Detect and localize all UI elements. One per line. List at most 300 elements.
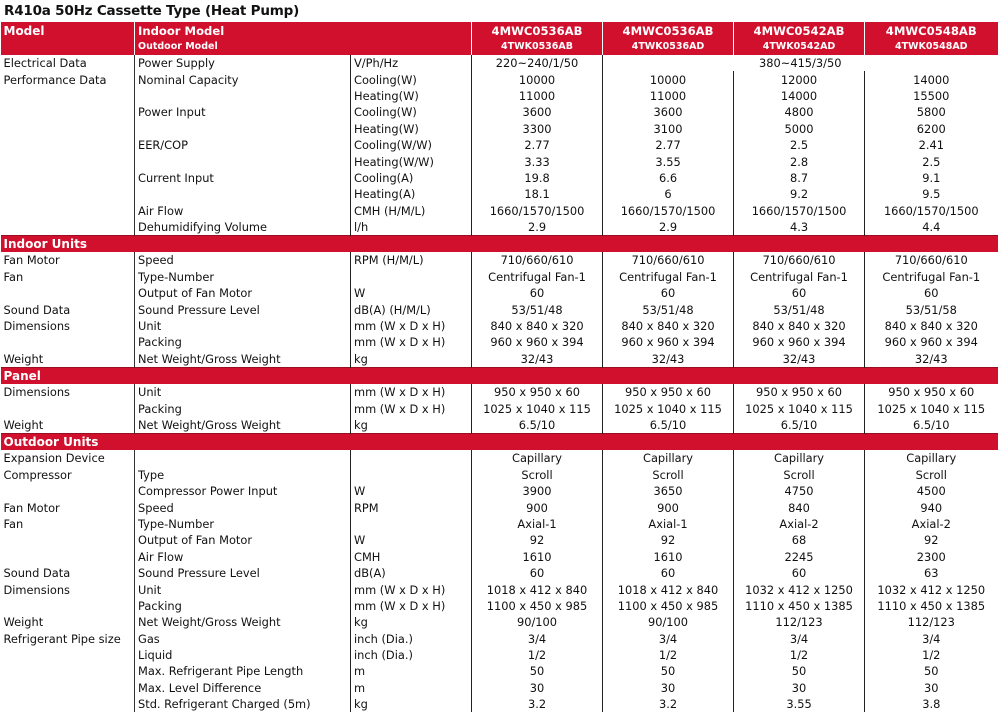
row-value: 4.3	[734, 219, 865, 236]
row-value: 3.2	[603, 696, 734, 712]
row-value: 30	[472, 680, 603, 696]
row-value: 5000	[734, 121, 865, 137]
row-value: 3600	[603, 104, 734, 120]
row-value: 1660/1570/1500	[472, 203, 603, 219]
row-value: 92	[865, 532, 998, 548]
outdoor-model-4: 4TWK0548AD	[865, 39, 998, 55]
outdoor-model-1: 4TWK0536AB	[472, 39, 603, 55]
row-unit: W	[351, 532, 472, 548]
row-value: 950 x 950 x 60	[472, 384, 603, 400]
row-value: 2.5	[734, 137, 865, 153]
row-value: 6	[603, 186, 734, 202]
row-value: 960 x 960 x 394	[472, 334, 603, 350]
row-unit: W	[351, 285, 472, 301]
table-row	[1, 384, 998, 400]
row-value: 960 x 960 x 394	[734, 334, 865, 350]
table-row	[1, 532, 998, 548]
row-value: 53/51/48	[734, 301, 865, 317]
row-value: 1025 x 1040 x 115	[734, 400, 865, 416]
row-item	[135, 153, 351, 169]
row-value: 3/4	[472, 631, 603, 647]
row-value: 220~240/1/50	[472, 55, 603, 71]
row-category	[1, 696, 135, 712]
row-value: 4.4	[865, 219, 998, 236]
row-category: Sound Data	[3, 302, 71, 317]
section-title: Indoor Units	[1, 236, 998, 253]
row-value: 14000	[865, 71, 998, 87]
row-unit: inch (Dia.)	[351, 647, 472, 663]
row-unit: mm (W x D x H)	[351, 384, 472, 400]
row-value: Capillary	[865, 450, 998, 466]
row-value: Centrifugal Fan-1	[603, 269, 734, 285]
row-value: 32/43	[734, 351, 865, 368]
table-row	[1, 663, 998, 679]
row-value: 18.1	[472, 186, 603, 202]
row-item: Unit	[135, 318, 351, 334]
row-value: 710/660/610	[734, 252, 865, 268]
table-row	[1, 153, 998, 169]
row-item: Max. Level Difference	[135, 680, 351, 696]
row-item: Gas	[135, 631, 351, 647]
row-item: Type-Number	[135, 269, 351, 285]
row-unit: inch (Dia.)	[351, 631, 472, 647]
indoor-model-2: 4MWC0536AB	[603, 22, 734, 39]
row-category: Expansion Device	[3, 451, 105, 466]
row-value: 3.2	[472, 696, 603, 712]
table-row	[1, 252, 998, 268]
row-value: 1032 x 412 x 1250	[734, 581, 865, 597]
row-value: Centrifugal Fan-1	[865, 269, 998, 285]
table-row	[1, 88, 998, 104]
row-value: 960 x 960 x 394	[603, 334, 734, 350]
row-value: 1025 x 1040 x 115	[472, 400, 603, 416]
row-value: 2245	[734, 549, 865, 565]
indoor-model-3: 4MWC0542AB	[734, 22, 865, 39]
row-unit	[351, 467, 472, 483]
table-row	[1, 598, 998, 614]
table-row	[1, 680, 998, 696]
row-value: 1610	[603, 549, 734, 565]
row-item: Output of Fan Motor	[135, 532, 351, 548]
row-value: 3.33	[472, 153, 603, 169]
section-header-panel	[1, 368, 998, 385]
row-category	[1, 663, 135, 679]
row-item: Output of Fan Motor	[135, 285, 351, 301]
row-value: 112/123	[865, 614, 998, 630]
outdoor-model-label: Outdoor Model	[135, 39, 472, 55]
row-category: Weight	[3, 418, 44, 432]
row-value: 90/100	[603, 614, 734, 630]
row-value: 11000	[472, 88, 603, 104]
table-row	[1, 631, 998, 647]
row-item: Sound Pressure Level	[135, 565, 351, 581]
row-value: 50	[734, 663, 865, 679]
table-row	[1, 581, 998, 597]
row-value: Centrifugal Fan-1	[472, 269, 603, 285]
row-unit: dB(A)	[351, 565, 472, 581]
row-item: Power Supply	[135, 55, 351, 71]
row-value: 30	[865, 680, 998, 696]
row-item: Type	[135, 467, 351, 483]
table-row	[1, 203, 998, 219]
row-value: 1660/1570/1500	[734, 203, 865, 219]
row-value: 60	[472, 565, 603, 581]
row-value: 1/2	[603, 647, 734, 663]
row-value: Scroll	[734, 467, 865, 483]
table-row	[1, 219, 998, 236]
row-value: 2.5	[865, 153, 998, 169]
row-unit: kg	[351, 614, 472, 630]
row-item	[135, 88, 351, 104]
row-value: 2.8	[734, 153, 865, 169]
row-unit: kg	[351, 696, 472, 712]
row-value: 60	[865, 285, 998, 301]
row-value: 1100 x 450 x 985	[472, 598, 603, 614]
row-unit: Heating(W)	[351, 88, 472, 104]
row-value: 2.77	[472, 137, 603, 153]
table-row	[1, 516, 998, 532]
row-category: Fan Motor	[3, 253, 60, 268]
row-unit: V/Ph/Hz	[351, 55, 472, 71]
row-value: 3900	[472, 483, 603, 499]
row-value: 950 x 950 x 60	[734, 384, 865, 400]
row-item	[135, 121, 351, 137]
table-row	[1, 696, 998, 712]
row-category	[1, 680, 135, 696]
row-value: 90/100	[472, 614, 603, 630]
table-row	[1, 565, 998, 581]
row-value: 3650	[603, 483, 734, 499]
row-category: Fan	[3, 516, 24, 531]
row-value: 32/43	[472, 351, 603, 368]
row-value: 50	[603, 663, 734, 679]
row-item: Max. Refrigerant Pipe Length	[135, 663, 351, 679]
indoor-model-label: Indoor Model	[135, 22, 472, 39]
table-row	[1, 121, 998, 137]
row-value: 68	[734, 532, 865, 548]
row-value: 60	[734, 285, 865, 301]
row-value: 1660/1570/1500	[603, 203, 734, 219]
table-row	[1, 400, 998, 416]
row-category	[1, 153, 135, 169]
row-value: 9.1	[865, 170, 998, 186]
row-value: 3100	[603, 121, 734, 137]
row-value: 5800	[865, 104, 998, 120]
row-value: 53/51/58	[865, 301, 998, 317]
row-value: 1018 x 412 x 840	[472, 581, 603, 597]
row-value: Scroll	[603, 467, 734, 483]
row-value: 3600	[472, 104, 603, 120]
row-value: Scroll	[865, 467, 998, 483]
row-value: 2.9	[472, 219, 603, 236]
row-item: Nominal Capacity	[135, 71, 351, 87]
row-value: 32/43	[603, 351, 734, 368]
section-header-outdoor	[1, 434, 998, 451]
row-value: 1/2	[734, 647, 865, 663]
indoor-model-4: 4MWC0548AB	[865, 22, 998, 39]
row-unit: RPM	[351, 499, 472, 515]
row-value: 710/660/610	[603, 252, 734, 268]
table-row	[1, 647, 998, 663]
row-unit: mm (W x D x H)	[351, 598, 472, 614]
row-value: 2.77	[603, 137, 734, 153]
section-header-indoor	[1, 236, 998, 253]
table-row	[1, 499, 998, 515]
row-value: 6.5/10	[734, 417, 865, 434]
row-value: 4500	[865, 483, 998, 499]
row-value: 19.8	[472, 170, 603, 186]
row-value: 840 x 840 x 320	[472, 318, 603, 334]
table-row	[1, 483, 998, 499]
row-item: Net Weight/Gross Weight	[135, 417, 351, 434]
row-value: 11000	[603, 88, 734, 104]
row-value: 840 x 840 x 320	[734, 318, 865, 334]
row-category: Weight	[3, 615, 44, 630]
row-value: 60	[734, 565, 865, 581]
row-value: 6.5/10	[472, 417, 603, 434]
row-category: Performance Data	[3, 72, 107, 87]
row-category	[1, 137, 135, 153]
row-unit: kg	[351, 417, 472, 434]
row-category	[1, 532, 135, 548]
row-value: 60	[603, 565, 734, 581]
row-value: 840 x 840 x 320	[865, 318, 998, 334]
row-category	[1, 88, 135, 104]
row-item: Std. Refrigerant Charged (5m)	[135, 696, 351, 712]
row-unit: Cooling(A)	[351, 170, 472, 186]
section-title: Outdoor Units	[1, 434, 998, 451]
row-value: 12000	[734, 71, 865, 87]
row-value: Axial-1	[603, 516, 734, 532]
row-value: Capillary	[734, 450, 865, 466]
row-item: Current Input	[135, 170, 351, 186]
table-row	[1, 614, 998, 630]
row-value: 30	[603, 680, 734, 696]
table-row	[1, 549, 998, 565]
row-value: 950 x 950 x 60	[865, 384, 998, 400]
row-item: Unit	[135, 384, 351, 400]
table-row	[1, 170, 998, 186]
row-category	[1, 483, 135, 499]
outdoor-model-2: 4TWK0536AD	[603, 39, 734, 55]
row-category: Compressor	[3, 467, 72, 482]
row-category	[1, 549, 135, 565]
row-value: Axial-2	[865, 516, 998, 532]
row-item	[135, 186, 351, 202]
row-value: 1025 x 1040 x 115	[865, 400, 998, 416]
row-value: 1110 x 450 x 1385	[865, 598, 998, 614]
row-unit	[351, 450, 472, 466]
section-title: Panel	[1, 368, 998, 385]
row-value: Scroll	[472, 467, 603, 483]
row-value: 112/123	[734, 614, 865, 630]
row-value: 6200	[865, 121, 998, 137]
row-value: 50	[865, 663, 998, 679]
row-unit: dB(A) (H/M/L)	[351, 301, 472, 317]
table-row	[1, 55, 998, 71]
row-value: Axial-1	[472, 516, 603, 532]
row-value: 1/2	[472, 647, 603, 663]
row-category	[1, 334, 135, 350]
table-row	[1, 417, 998, 434]
row-unit: Cooling(W/W)	[351, 137, 472, 153]
table-row	[1, 467, 998, 483]
table-row	[1, 137, 998, 153]
row-value: 710/660/610	[865, 252, 998, 268]
row-item: Liquid	[135, 647, 351, 663]
row-category: Dimensions	[3, 582, 70, 597]
row-value: 63	[865, 565, 998, 581]
row-value: 50	[472, 663, 603, 679]
row-value: Centrifugal Fan-1	[734, 269, 865, 285]
row-value: 3.55	[603, 153, 734, 169]
row-value: 710/660/610	[472, 252, 603, 268]
row-unit: CMH	[351, 549, 472, 565]
row-unit: mm (W x D x H)	[351, 334, 472, 350]
row-unit: W	[351, 483, 472, 499]
row-item: Compressor Power Input	[135, 483, 351, 499]
row-unit: mm (W x D x H)	[351, 318, 472, 334]
row-value: 2.9	[603, 219, 734, 236]
row-value: 1660/1570/1500	[865, 203, 998, 219]
row-value: 92	[603, 532, 734, 548]
row-value: 380~415/3/50	[603, 55, 998, 71]
row-value: 3/4	[865, 631, 998, 647]
row-value: 1610	[472, 549, 603, 565]
row-item: Type-Number	[135, 516, 351, 532]
row-value: 10000	[603, 71, 734, 87]
row-value: Capillary	[603, 450, 734, 466]
row-item: Air Flow	[135, 549, 351, 565]
row-value: 8.7	[734, 170, 865, 186]
row-item	[135, 450, 351, 466]
row-item: Dehumidifying Volume	[135, 219, 351, 236]
row-value: 6.5/10	[865, 417, 998, 434]
row-category	[1, 400, 135, 416]
row-unit: Heating(W/W)	[351, 153, 472, 169]
row-unit: Heating(W)	[351, 121, 472, 137]
table-row	[1, 104, 998, 120]
row-item: Unit	[135, 581, 351, 597]
row-item: Net Weight/Gross Weight	[135, 614, 351, 630]
row-value: 6.6	[603, 170, 734, 186]
row-item: Sound Pressure Level	[135, 301, 351, 317]
row-value: 15500	[865, 88, 998, 104]
row-value: 1/2	[865, 647, 998, 663]
row-value: 950 x 950 x 60	[603, 384, 734, 400]
row-category	[1, 647, 135, 663]
row-category: Sound Data	[3, 566, 71, 581]
row-value: 3.8	[865, 696, 998, 712]
row-value: 1018 x 412 x 840	[603, 581, 734, 597]
row-item: Air Flow	[135, 203, 351, 219]
row-unit: l/h	[351, 219, 472, 236]
table-row	[1, 334, 998, 350]
row-value: 3/4	[734, 631, 865, 647]
row-value: Axial-2	[734, 516, 865, 532]
row-category	[1, 219, 135, 236]
row-item: Speed	[135, 252, 351, 268]
header-row-outdoor	[1, 39, 998, 55]
row-value: 960 x 960 x 394	[865, 334, 998, 350]
row-category: Weight	[3, 351, 44, 366]
row-value: 900	[603, 499, 734, 515]
row-value: 60	[603, 285, 734, 301]
row-unit: mm (W x D x H)	[351, 581, 472, 597]
row-value: 9.2	[734, 186, 865, 202]
row-value: 3/4	[603, 631, 734, 647]
row-value: 53/51/48	[472, 301, 603, 317]
row-item: EER/COP	[135, 137, 351, 153]
header-row-indoor	[1, 22, 998, 39]
row-unit	[351, 516, 472, 532]
row-category	[1, 203, 135, 219]
row-value: 1032 x 412 x 1250	[865, 581, 998, 597]
row-value: 840 x 840 x 320	[603, 318, 734, 334]
row-value: 840	[734, 499, 865, 515]
row-category	[1, 186, 135, 202]
row-unit: Cooling(W)	[351, 104, 472, 120]
row-value: 60	[472, 285, 603, 301]
row-item: Packing	[135, 334, 351, 350]
model-label-blank	[1, 39, 135, 55]
table-row	[1, 450, 998, 466]
row-category: Dimensions	[3, 385, 70, 400]
table-row	[1, 301, 998, 317]
page-title: R410a 50Hz Cassette Type (Heat Pump)	[4, 3, 300, 19]
model-label: Model	[1, 22, 135, 39]
row-category	[1, 598, 135, 614]
row-unit: m	[351, 663, 472, 679]
indoor-model-1: 4MWC0536AB	[472, 22, 603, 39]
row-value: 1110 x 450 x 1385	[734, 598, 865, 614]
row-item: Packing	[135, 598, 351, 614]
row-value: 6.5/10	[603, 417, 734, 434]
row-value: 10000	[472, 71, 603, 87]
row-value: 14000	[734, 88, 865, 104]
row-value: 2300	[865, 549, 998, 565]
row-item: Speed	[135, 499, 351, 515]
table-row	[1, 186, 998, 202]
row-unit: mm (W x D x H)	[351, 400, 472, 416]
row-value: 940	[865, 499, 998, 515]
row-category: Electrical Data	[3, 56, 87, 71]
row-value: 2.41	[865, 137, 998, 153]
row-category	[1, 121, 135, 137]
row-category: Dimensions	[3, 319, 70, 334]
row-item: Power Input	[135, 104, 351, 120]
row-item: Packing	[135, 400, 351, 416]
table-row	[1, 285, 998, 301]
row-item: Net Weight/Gross Weight	[135, 351, 351, 368]
row-category	[1, 170, 135, 186]
table-row	[1, 269, 998, 285]
row-unit: m	[351, 680, 472, 696]
outdoor-model-3: 4TWK0542AD	[734, 39, 865, 55]
row-value: 30	[734, 680, 865, 696]
row-category	[1, 104, 135, 120]
spec-table	[0, 22, 998, 712]
table-row	[1, 71, 998, 87]
row-value: 9.5	[865, 186, 998, 202]
row-unit: CMH (H/M/L)	[351, 203, 472, 219]
row-value: 53/51/48	[603, 301, 734, 317]
row-value: Capillary	[472, 450, 603, 466]
row-value: 4800	[734, 104, 865, 120]
row-value: 1100 x 450 x 985	[603, 598, 734, 614]
table-row	[1, 318, 998, 334]
row-unit: Heating(A)	[351, 186, 472, 202]
